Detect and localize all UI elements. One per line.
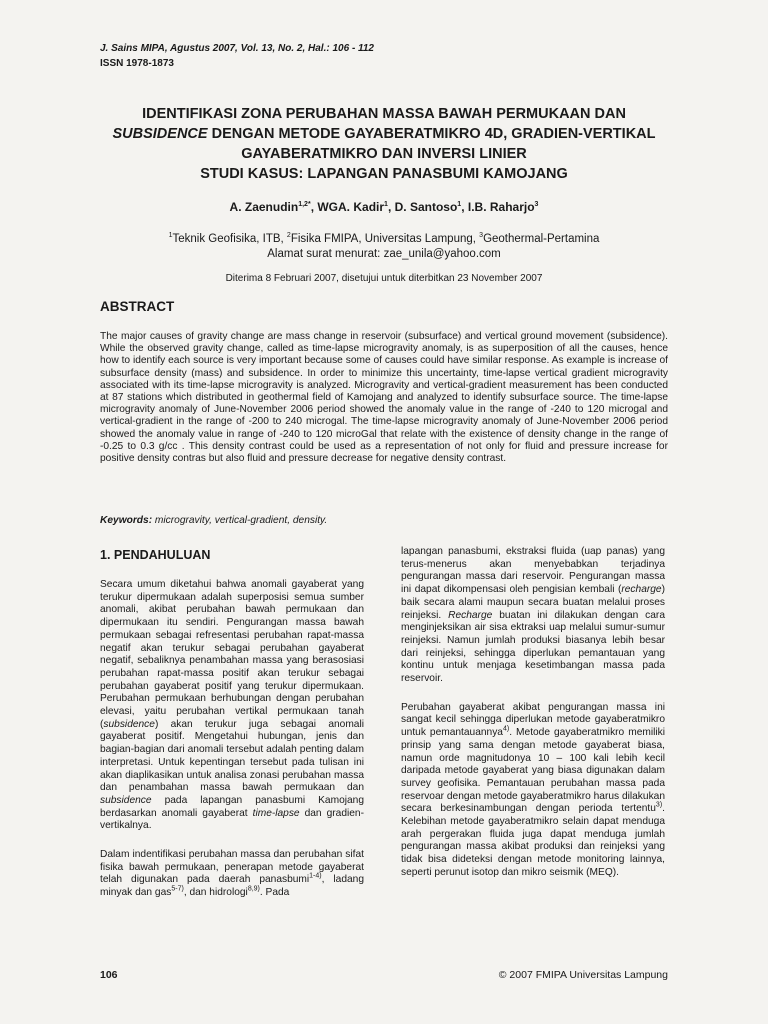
- author-name: , D. Santoso: [387, 200, 458, 214]
- affiliation-line: [100, 232, 668, 247]
- author-list: [100, 199, 668, 215]
- author-name: A. Zaenudin: [229, 200, 299, 214]
- issn: ISSN 1978-1873: [100, 58, 174, 69]
- text: buatan ini dilakukan dengan cara menginjeksikan air sisa ektraksi uap melalui sumur-sumur reinjeksi. Namun jumlah produksi biasanya lebih besar dari reinjeksi, sehingga diperlukan pemantauan yang kontinu untuk menjaga kesetimbangan massa pada reservoir.: [401, 609, 665, 685]
- author-name: , I.B. Raharjo: [461, 200, 535, 214]
- title-line-4: STUDI KASUS: LAPANGAN PANASBUMI KAMOJANG: [200, 166, 568, 182]
- italic-term: subsidence: [103, 718, 155, 730]
- correspondence-email: Alamat surat menurat: zae_unila@yahoo.com: [267, 248, 501, 260]
- italic-term: subsidence: [100, 794, 152, 806]
- citation: 8,9): [247, 885, 260, 893]
- affiliation-text: Fisika FMIPA, Universitas Lampung,: [290, 233, 480, 245]
- right-column: [401, 546, 665, 896]
- italic-term: recharge: [621, 584, 662, 596]
- affiliation-text: Teknik Geofisika, ITB,: [172, 233, 287, 245]
- text: lapangan panasbumi, ekstraksi fluida (uap panas) yang terus-menerus akan menyebabkan terjadinya pengurangan massa dari reservoir. Pengurangan massa ini dapat dikompensasi oleh pengisian kembali (: [401, 546, 665, 596]
- text: pada lapangan panasbumi Kamojang berdasarkan anomali gayaberat: [100, 794, 364, 819]
- text: dan gradien-vertikalnya.: [100, 807, 364, 832]
- keywords: [100, 514, 327, 527]
- paragraph: [100, 849, 364, 900]
- title-line-2-rest: DENGAN METODE GAYABERATMIKRO 4D, GRADIEN-VERTIKAL: [207, 126, 656, 142]
- title-line-1: IDENTIFIKASI ZONA PERUBAHAN MASSA BAWAH PERMUKAAN DAN: [142, 106, 626, 122]
- received-dates: Diterima 8 Februari 2007, disetujui untuk diterbitkan 23 November 2007: [225, 273, 543, 284]
- affiliation-mark: 3: [479, 232, 484, 240]
- paper-title: [100, 104, 668, 184]
- text: . Metode gayaberatmikro memiliki prinsip yang sama dengan metode gayaberat biasa, namun orde magnitudonya 10 – 100 kali lebih kecil daripada metode gayaberat yang biasa digunakan dalam survey geofisika. Pemantauan perubahan massa pada reservoar dengan metode gayaberatmikro harus dilakukan secara berkesinambungan dengan perioda tertentu: [401, 727, 665, 815]
- text: ) akan terukur juga sebagai anomali gayaberat positif. Mengetahui hubungan, jenis dan bagian-bagian dari anomali tersebut adalah penting dalam interpretasi. Untuk kepentingan tersebut pada tulisan ini akan diaplikasikan untuk analisa zonasi perubahan massa dan penambahan massa bawah permukaan dan: [100, 718, 364, 794]
- left-column: [100, 579, 364, 916]
- keywords-label: Keywords:: [100, 515, 153, 526]
- title-italic-term: SUBSIDENCE: [112, 126, 208, 142]
- title-line-2: [100, 124, 668, 144]
- author-affiliation-mark: 1,2*: [298, 201, 311, 208]
- copyright: © 2007 FMIPA Universitas Lampung: [498, 969, 668, 981]
- text: Secara umum diketahui bahwa anomali gayaberat yang terukur dipermukaan adalah superposisi semua sumber anomali, akibat perubahan bawah permukaan dan dipermukaan itu sendiri. Pengurangan massa bawah permukaan sebagai refresentasi perubahan rapat-massa negatif akan terukur sebagai perubahan gayaberat negatif, sebaliknya penambahan massa yang berasosiasi perubahan rapat-massa positif akan terukur sebagai perubahan gayaberat positif yang terukur dipermukaan. Perubahan permukaan berhubungan dengan perubahan elevasi, yaitu perubahan vertikal permukaan tanah (: [100, 579, 364, 730]
- journal-citation: J. Sains MIPA, Agustus 2007, Vol. 13, No. 2, Hal.: 106 - 112: [100, 43, 374, 54]
- text: , ladang minyak dan gas: [100, 874, 364, 899]
- title-line-3: GAYABERATMIKRO DAN INVERSI LINIER: [241, 146, 527, 162]
- text: , dan hidrologi: [183, 887, 248, 899]
- affiliation-text: Geothermal-Pertamina: [483, 233, 600, 245]
- italic-term: Recharge: [448, 609, 493, 621]
- paragraph: [401, 702, 665, 880]
- italic-term: time-lapse: [252, 807, 300, 819]
- text: ) baik secara alami maupun secara buatan melalui proses reinjeksi.: [401, 584, 665, 621]
- citation: 1-4): [309, 873, 322, 881]
- text: . Kelebihan metode gayaberatmikro selain dapat menduga arah pergerakan fluida juga dapat menduga jumlah pengurangan massa akibat produksi dan reinjeksi yang tidak bisa dideteksi dengan metode monitoring lainnya, seperti perunut isotop dan mikro seismik (MEQ).: [401, 803, 665, 878]
- citation: 3): [655, 801, 663, 809]
- paragraph: [100, 579, 364, 833]
- author-affiliation-mark: 1: [457, 201, 462, 208]
- paragraph: [401, 546, 665, 686]
- citation: 4): [502, 725, 510, 733]
- author-affiliation-mark: 1: [384, 201, 388, 208]
- citation: 5-7): [171, 885, 184, 893]
- affiliation-mark: 2: [286, 232, 291, 240]
- section-heading-pendahuluan: 1. PENDAHULUAN: [100, 548, 211, 562]
- author-affiliation-mark: 3: [534, 201, 539, 208]
- text: Dalam indentifikasi perubahan massa dan perubahan sifat fisika bawah permukaan, penerapan metode gayaberat telah digunakan pada daerah panasbumi: [100, 849, 364, 886]
- abstract-text: The major causes of gravity change are mass change in reservoir (subsurface) and vertical ground movement (subsidence). While the observed gravity change, called as time-lapse microgravity anomaly, is as superposition of all the causes, hence how to identify each source is very important because some of causes could have similar response. As example is increase of subsurface density (mass) and subsidence. In order to minimize this uncertainty, time-lapse vertical gradient microgravity associated with its time-lapse microgravity is analyzed. Microgravity and vertical-gradient measurement has been conducted at 87 stations which distributed in geothermal field of Kamojang and analyzed to identify subsurface source. The time-lapse microgravity anomaly of June-November 2006 period showed the anomaly value in the range of -240 to 120 microgal and vertical-gradient in the range of -200 to 240 microgal. The time-lapse microgravity anomaly of June-November 2006 period showed the anomaly value in range of -240 to 120 microGal that relate with the existence of density change in the range of -0.25 to 0.3 g/cc . This density contrast could be used as a representation of not only for fluid and pressure increase for positive density contras but also fluid and pressure decrease for negative density contrast.: [100, 331, 668, 465]
- keywords-list: microgravity, vertical-gradient, density.: [152, 515, 328, 526]
- affiliation-mark: 1: [168, 232, 173, 240]
- author-name: , WGA. Kadir: [310, 200, 385, 214]
- text: Perubahan gayaberat akibat pengurangan massa ini sangat kecil sehingga diperlukan metode gayaberatmikro untuk pemantauannya: [401, 701, 665, 739]
- abstract-heading: ABSTRACT: [100, 299, 175, 314]
- affiliations: [100, 232, 668, 262]
- text: . Pada: [259, 887, 290, 899]
- page-number: 106: [100, 969, 118, 981]
